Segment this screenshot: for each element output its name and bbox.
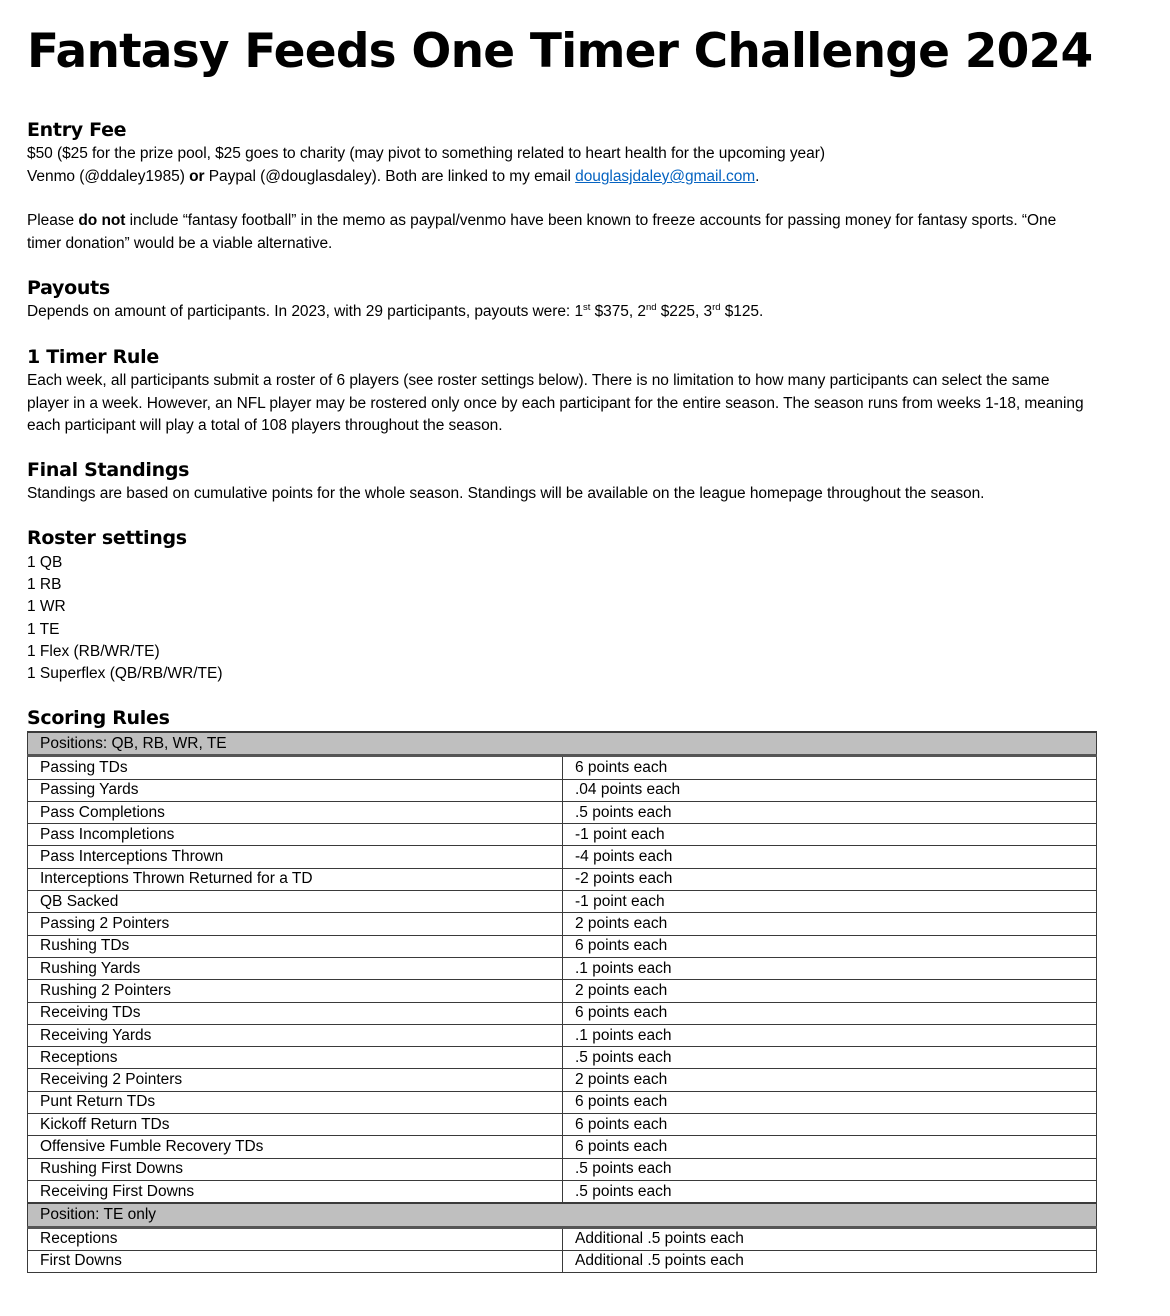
table-row <box>28 1091 1097 1113</box>
table-row <box>28 1024 1097 1046</box>
payment-methods-line <box>27 166 1087 189</box>
stat-name: Rushing TDs <box>28 935 563 957</box>
table-row <box>28 913 1097 935</box>
table-group-header <box>28 1203 1097 1227</box>
stat-points: .5 points each <box>563 801 1097 823</box>
table-group-header <box>28 732 1097 756</box>
stat-points: Additional .5 points each <box>563 1227 1097 1250</box>
period: . <box>755 168 760 185</box>
paypal-text: Paypal (@douglasdaley). Both are linked to my email <box>204 168 576 185</box>
entry-fee-line: $50 ($25 for the prize pool, $25 goes to charity (may pivot to something related to heart health for the upcoming year) <box>27 145 825 162</box>
stat-name: Passing Yards <box>28 779 563 801</box>
table-row <box>28 846 1097 868</box>
final-standings-text: Standings are based on cumulative points for the whole season. Standings will be available on the league homepage throughout the season. <box>27 485 985 502</box>
payouts-text <box>27 301 1087 324</box>
stat-name: Offensive Fumble Recovery TDs <box>28 1136 563 1158</box>
stat-points: 6 points each <box>563 1114 1097 1136</box>
stat-name: Receptions <box>28 1047 563 1069</box>
memo-warning <box>27 210 1067 255</box>
stat-points: .5 points each <box>563 1180 1097 1203</box>
table-row <box>28 756 1097 779</box>
stat-points: 2 points each <box>563 913 1097 935</box>
payout-first: 1st $375, <box>574 302 638 320</box>
stat-points: -1 point each <box>563 824 1097 846</box>
stat-name: Rushing Yards <box>28 957 563 979</box>
stat-points: .5 points each <box>563 1158 1097 1180</box>
table-row <box>28 868 1097 890</box>
final-standings-heading: Final Standings <box>27 459 190 481</box>
table-row <box>28 824 1097 846</box>
stat-points: .1 points each <box>563 957 1097 979</box>
stat-name: Receiving 2 Pointers <box>28 1069 563 1091</box>
table-row <box>28 1136 1097 1158</box>
stat-name: Kickoff Return TDs <box>28 1114 563 1136</box>
timer-rule-heading: 1 Timer Rule <box>27 346 159 368</box>
stat-name: Rushing 2 Pointers <box>28 980 563 1002</box>
stat-points: 6 points each <box>563 935 1097 957</box>
table-row <box>28 1180 1097 1203</box>
roster-item: 1 Superflex (QB/RB/WR/TE) <box>27 665 223 682</box>
table-row <box>28 980 1097 1002</box>
table-row <box>28 1158 1097 1180</box>
roster-heading: Roster settings <box>27 527 187 549</box>
page-title: Fantasy Feeds One Timer Challenge 2024 <box>27 24 1093 79</box>
table-row <box>28 1069 1097 1091</box>
stat-points: 6 points each <box>563 1091 1097 1113</box>
payouts-heading: Payouts <box>27 277 110 299</box>
do-not-text: do not <box>78 212 126 229</box>
stat-points: 2 points each <box>563 1069 1097 1091</box>
roster-item: 1 RB <box>27 576 62 593</box>
roster-item: 1 TE <box>27 621 60 638</box>
table-row <box>28 935 1097 957</box>
stat-name: Rushing First Downs <box>28 1158 563 1180</box>
venmo-text: Venmo (@ddaley1985) <box>27 168 190 185</box>
memo-post: include “fantasy football” in the memo as paypal/venmo have been known to freeze accounts for passing money for fantasy sports. “One timer donation” would be a viable alternative. <box>27 212 1057 252</box>
stat-points: .5 points each <box>563 1047 1097 1069</box>
stat-name: First Downs <box>28 1250 563 1272</box>
table-row <box>28 957 1097 979</box>
stat-name: Punt Return TDs <box>28 1091 563 1113</box>
stat-points: .1 points each <box>563 1024 1097 1046</box>
timer-rule-text: Each week, all participants submit a roster of 6 players (see roster settings below). There is no limitation to how many participants can select the same player in a week. However, an NFL player may be rostered only once by each participant for the entire season. The season runs from weeks 1-18, meaning each participant will play a total of 108 players throughout the season. <box>27 372 1084 434</box>
table-row <box>28 1250 1097 1272</box>
stat-name: Interceptions Thrown Returned for a TD <box>28 868 563 890</box>
stat-name: Receptions <box>28 1227 563 1250</box>
stat-points: 6 points each <box>563 1002 1097 1024</box>
stat-name: QB Sacked <box>28 891 563 913</box>
table-row <box>28 891 1097 913</box>
stat-points: 2 points each <box>563 980 1097 1002</box>
payout-second: 2nd $225, <box>637 302 704 320</box>
email-link[interactable]: douglasjdaley@gmail.com <box>575 168 756 185</box>
stat-name: Pass Interceptions Thrown <box>28 846 563 868</box>
table-row <box>28 1002 1097 1024</box>
table-row <box>28 801 1097 823</box>
stat-name: Passing TDs <box>28 756 563 779</box>
memo-pre: Please <box>27 212 79 229</box>
stat-name: Pass Incompletions <box>28 824 563 846</box>
stat-name: Pass Completions <box>28 801 563 823</box>
stat-name: Passing 2 Pointers <box>28 913 563 935</box>
group-label: Positions: QB, RB, WR, TE <box>28 732 1097 756</box>
entry-fee-heading: Entry Fee <box>27 119 127 141</box>
table-row <box>28 1047 1097 1069</box>
stat-points: 6 points each <box>563 756 1097 779</box>
stat-points: -4 points each <box>563 846 1097 868</box>
group-label: Position: TE only <box>28 1203 1097 1227</box>
or-text: or <box>189 168 205 185</box>
roster-item: 1 Flex (RB/WR/TE) <box>27 643 160 660</box>
roster-item: 1 QB <box>27 554 63 571</box>
scoring-heading: Scoring Rules <box>27 707 170 729</box>
stat-name: Receiving First Downs <box>28 1180 563 1203</box>
roster-item: 1 WR <box>27 598 66 615</box>
stat-points: -1 point each <box>563 891 1097 913</box>
stat-points: 6 points each <box>563 1136 1097 1158</box>
table-row <box>28 1227 1097 1250</box>
payouts-intro: Depends on amount of participants. In 2023, with 29 participants, payouts were: <box>27 303 575 320</box>
stat-points: Additional .5 points each <box>563 1250 1097 1272</box>
table-row <box>28 779 1097 801</box>
payout-third: 3rd $125. <box>703 302 764 320</box>
stat-points: .04 points each <box>563 779 1097 801</box>
table-row <box>28 1114 1097 1136</box>
stat-name: Receiving Yards <box>28 1024 563 1046</box>
stat-name: Receiving TDs <box>28 1002 563 1024</box>
scoring-table <box>27 731 1097 1273</box>
stat-points: -2 points each <box>563 868 1097 890</box>
